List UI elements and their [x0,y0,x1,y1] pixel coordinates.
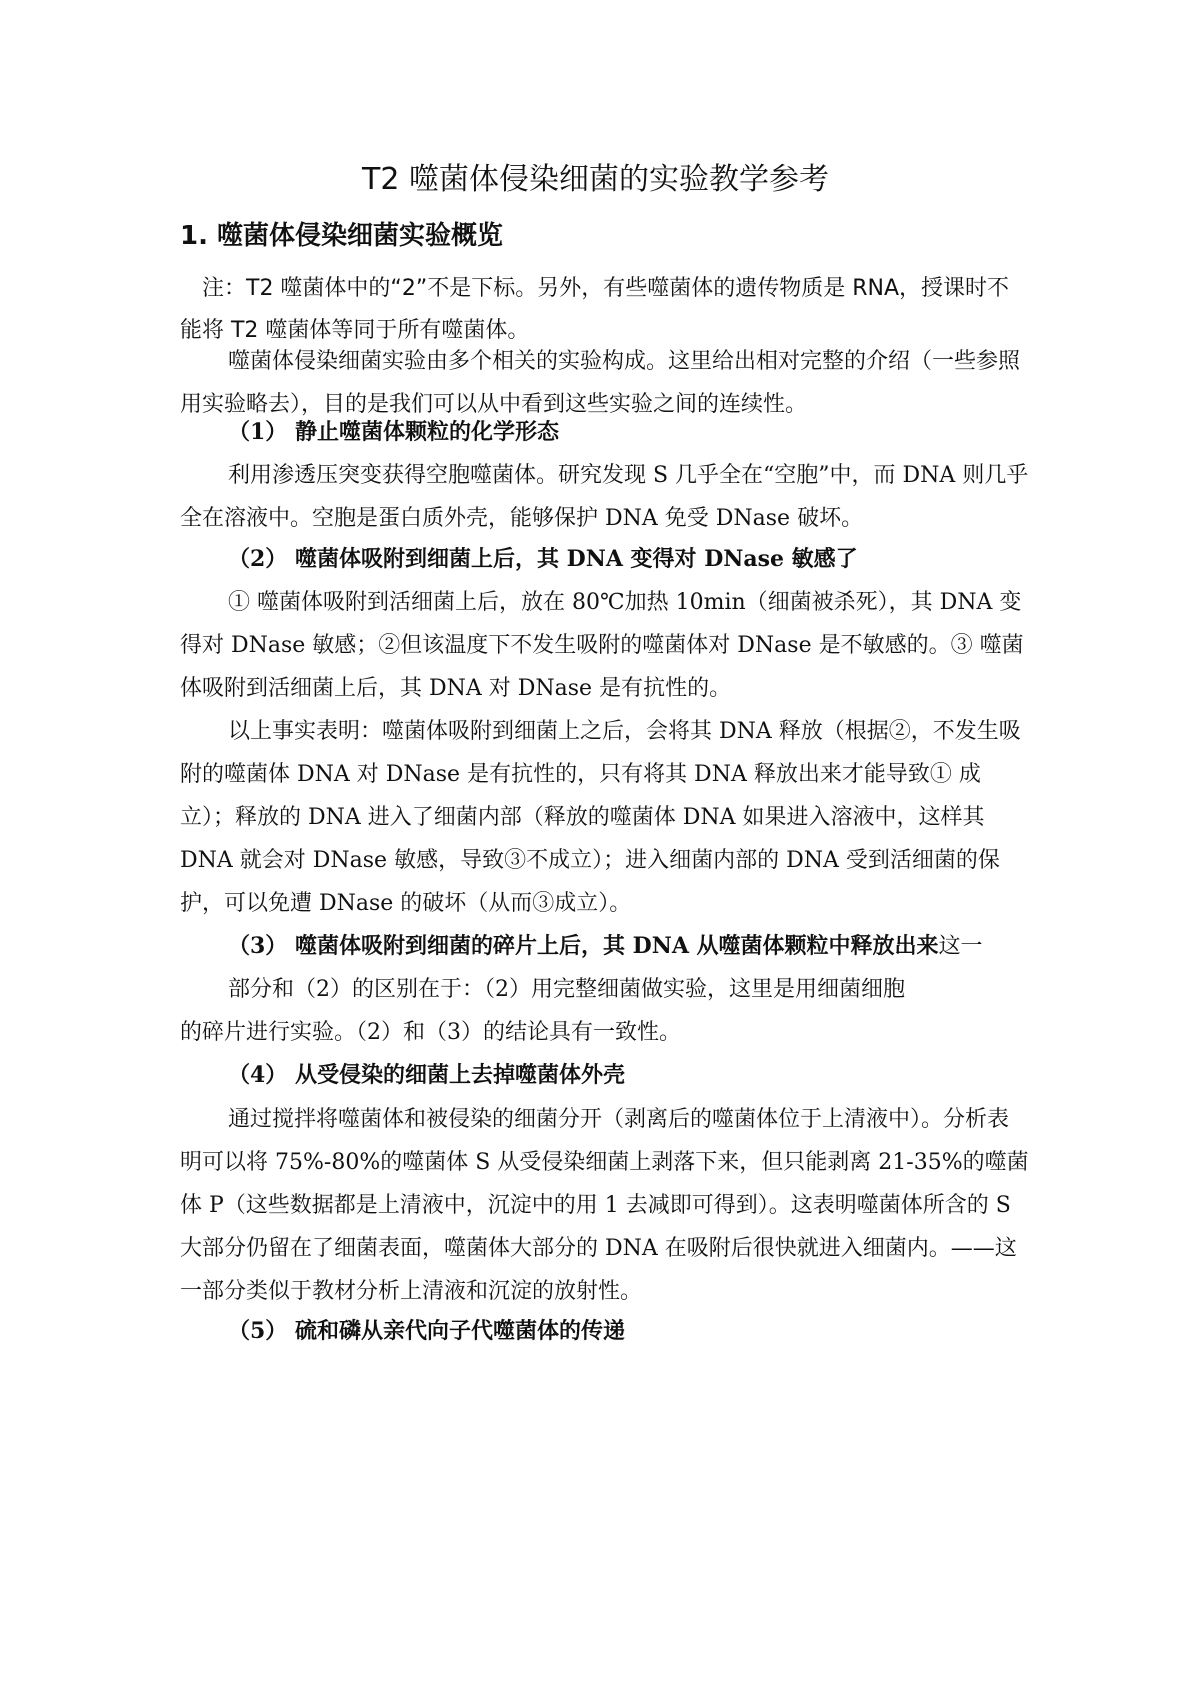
subheading-1: （1） 静止噬菌体颗粒的化学形态 [228,419,559,445]
item2-paragraph-1: ① 噬菌体吸附到活细菌上后，放在 80℃加热 10min（细菌被杀死），其 DNA 变得对 DNase 敏感；②但该温度下不发生吸附的噬菌体对 DNase 是不敏感的。③ 噬菌体吸附到活细菌上后，其 DNA 对 DNase 是有抗性的。 [180,590,1024,701]
teaching-note: 注：T2 噬菌体中的“2”不是下标。另外，有些噬菌体的遗传物质是 RNA，授课时不能将 T2 噬菌体等同于所有噬菌体。 [180,276,1010,343]
section-heading-1: 1. 噬菌体侵染细菌实验概览 [180,221,504,251]
subheading-3 [228,925,1028,968]
subheading-3-text: （3） 噬菌体吸附到细菌的碎片上后，其 DNA 从噬菌体颗粒中释放出来 [228,933,939,959]
subheading-2: （2） 噬菌体吸附到细菌上后，其 DNA 变得对 DNase 敏感了 [228,546,858,572]
subheading-5: （5） 硫和磷从亲代向子代噬菌体的传递 [228,1318,625,1344]
document-title: T2 噬菌体侵染细菌的实验教学参考 [362,162,829,197]
item2-paragraph-2: 以上事实表明：噬菌体吸附到细菌上之后，会将其 DNA 释放（根据②，不发生吸附的噬菌体 DNA 对 DNase 是有抗性的，只有将其 DNA 释放出来才能导致① 成立）；释放的 DNA 进入了细菌内部（释放的噬菌体 DNA 如果进入溶液中，这样其 DNA 就会对 DNase 敏感，导致③不成立）；进入细菌内部的 DNA 受到活细菌的保护，可以免遭 DNase 的破坏（从而③成立）。 [180,719,1021,916]
intro-paragraph: 噬菌体侵染细菌实验由多个相关的实验构成。这里给出相对完整的介绍（一些参照用实验略去），目的是我们可以从中看到这些实验之间的连续性。 [180,349,1021,417]
item3-line-2: 部分和（2）的区别在于：（2）用完整细菌做实验，这里是用细菌细胞 [228,977,905,1002]
subheading-3-tail: 这一 [938,934,983,959]
item4-paragraph: 通过搅拌将噬菌体和被侵染的细菌分开（剥离后的噬菌体位于上清液中）。分析表明可以将 75%-80%的噬菌体 S 从受侵染细菌上剥落下来，但只能剥离 21-35%的噬菌体 P（这些数据都是上清液中，沉淀中的用 1 去减即可得到）。这表明噬菌体所含的 S 大部分仍留在了细菌表面，噬菌体大部分的 DNA 在吸附后很快就进入细菌内。——这一部分类似于教材分析上清液和沉淀的放射性。 [180,1107,1029,1304]
item1-paragraph: 利用渗透压突变获得空胞噬菌体。研究发现 S 几乎全在“空胞”中，而 DNA 则几乎全在溶液中。空胞是蛋白质外壳，能够保护 DNA 免受 DNase 破坏。 [180,463,1029,531]
subheading-4: （4） 从受侵染的细菌上去掉噬菌体外壳 [228,1062,625,1088]
item3-line-3: 的碎片进行实验。（2）和（3）的结论具有一致性。 [180,1020,681,1045]
